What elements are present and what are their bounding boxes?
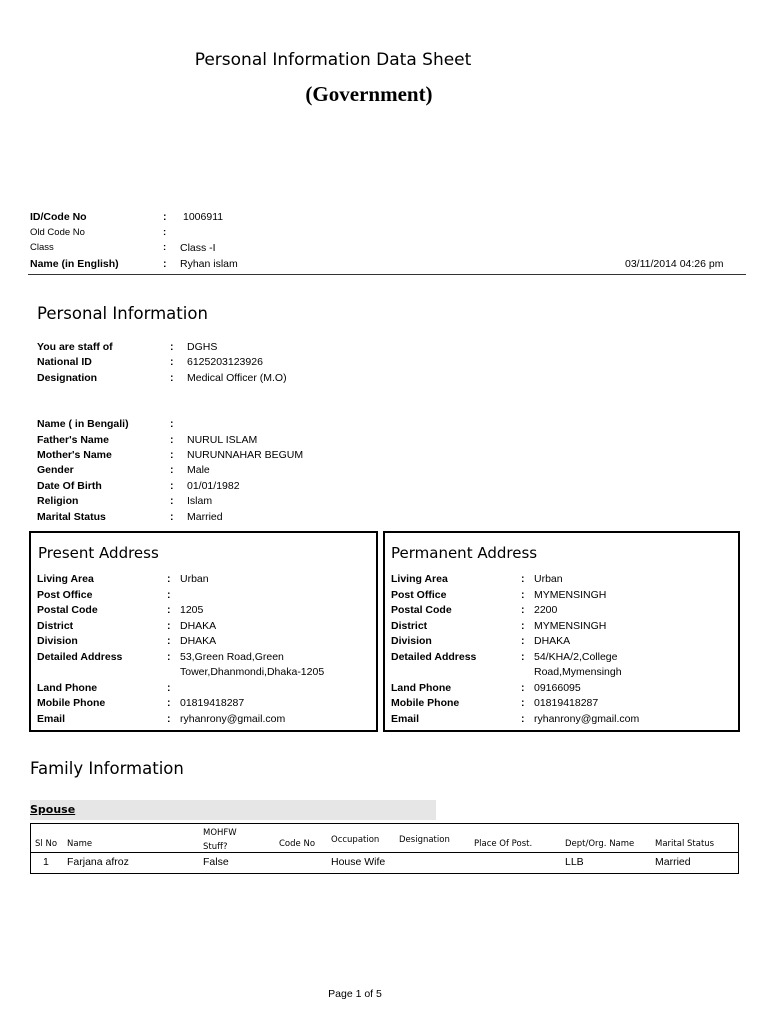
field-value: 01819418287: [534, 697, 599, 709]
field-value: MYMENSINGH: [534, 620, 607, 632]
document-subtitle: (Government): [305, 82, 433, 106]
col-header-marital: Marital Status: [655, 839, 715, 849]
colon: :: [167, 651, 171, 663]
spouse-table-header-divider: [31, 852, 738, 853]
colon: :: [167, 573, 171, 585]
col-header-occupation: Occupation: [331, 835, 380, 845]
cell-marital: Married: [655, 856, 691, 868]
field-value: Male: [187, 464, 210, 476]
field-value: DHAKA: [180, 635, 217, 647]
field-value: 2200: [534, 604, 558, 616]
field-value: Married: [187, 511, 223, 523]
field-value: ryhanrony@gmail.com: [534, 713, 640, 725]
colon: :: [163, 242, 167, 253]
field-label: Post Office: [391, 589, 447, 601]
field-label: Post Office: [37, 589, 93, 601]
field-value: 1205: [180, 604, 204, 616]
field-label: Name ( in Bengali): [37, 418, 129, 430]
field-label: Mobile Phone: [37, 697, 106, 709]
colon: :: [170, 356, 174, 368]
colon: :: [167, 713, 171, 725]
colon: :: [170, 464, 174, 476]
colon: :: [163, 258, 167, 270]
colon: :: [521, 589, 525, 601]
field-value: NURUL ISLAM: [187, 434, 258, 446]
field-value: 53,Green Road,Green: [180, 651, 284, 663]
id-value: 1006911: [183, 211, 224, 223]
colon: :: [521, 682, 525, 694]
field-label: Email: [37, 713, 66, 725]
family-info-heading: Family Information: [30, 759, 184, 778]
field-label: You are staff of: [37, 341, 113, 353]
cell-occupation: House Wife: [331, 856, 386, 868]
spouse-label: Spouse: [30, 803, 76, 816]
id-label: ID/Code No: [30, 211, 87, 223]
col-header-sl: Sl No: [35, 839, 58, 849]
cell-name: Farjana afroz: [67, 856, 129, 868]
field-value: 01/01/1982: [187, 480, 240, 492]
field-label: Mother's Name: [37, 449, 112, 461]
colon: :: [167, 620, 171, 632]
colon: :: [521, 713, 525, 725]
header-divider: [28, 274, 746, 275]
colon: :: [521, 651, 525, 663]
field-label: Date Of Birth: [37, 480, 102, 492]
field-label: Religion: [37, 495, 79, 507]
colon: :: [521, 604, 525, 616]
colon: :: [167, 604, 171, 616]
field-value-line2: Road,Mymensingh: [534, 666, 622, 678]
personal-info-heading: Personal Information: [37, 304, 208, 323]
field-label: National ID: [37, 356, 92, 368]
field-value: 54/KHA/2,College: [534, 651, 618, 663]
colon: :: [521, 697, 525, 709]
colon: :: [170, 511, 174, 523]
field-label: Mobile Phone: [391, 697, 460, 709]
colon: :: [167, 682, 171, 694]
old-code-label: Old Code No: [30, 227, 85, 238]
field-label: Living Area: [391, 573, 448, 585]
field-label: Detailed Address: [391, 651, 477, 663]
field-label: District: [391, 620, 428, 632]
col-header-name: Name: [67, 839, 93, 849]
spouse-bar: [30, 800, 436, 820]
col-header-dept: Dept/Org. Name: [565, 839, 635, 849]
field-label: Division: [391, 635, 432, 647]
document-title: Personal Information Data Sheet: [194, 50, 472, 70]
field-label: Postal Code: [391, 604, 452, 616]
field-value: DGHS: [187, 341, 218, 353]
field-label: Postal Code: [37, 604, 98, 616]
colon: :: [521, 635, 525, 647]
field-label: Gender: [37, 464, 74, 476]
col-header-designation: Designation: [399, 835, 450, 845]
field-value-line2: Tower,Dhanmondi,Dhaka-1205: [180, 666, 325, 678]
field-value: MYMENSINGH: [534, 589, 607, 601]
colon: :: [521, 573, 525, 585]
name-english-value: Ryhan islam: [180, 258, 238, 270]
field-label: District: [37, 620, 74, 632]
permanent-address-heading: Permanent Address: [391, 544, 538, 562]
colon: :: [167, 635, 171, 647]
field-value: Urban: [180, 573, 209, 585]
field-label: Detailed Address: [37, 651, 123, 663]
col-header-mohfw: MOHFW: [203, 828, 237, 838]
field-value: DHAKA: [534, 635, 571, 647]
colon: :: [170, 418, 174, 430]
field-value: 6125203123926: [187, 356, 263, 368]
field-value: Islam: [187, 495, 213, 507]
field-label: Designation: [37, 372, 98, 384]
field-value: NURUNNAHAR BEGUM: [187, 449, 304, 461]
colon: :: [170, 341, 174, 353]
field-label: Email: [391, 713, 420, 725]
field-label: Land Phone: [391, 682, 452, 694]
field-value: 09166095: [534, 682, 581, 694]
name-english-label: Name (in English): [30, 258, 119, 270]
colon: :: [167, 589, 171, 601]
colon: :: [521, 620, 525, 632]
field-label: Father's Name: [37, 434, 109, 446]
colon: :: [170, 434, 174, 446]
colon: :: [163, 227, 167, 238]
present-address-heading: Present Address: [38, 544, 159, 562]
field-label: Division: [37, 635, 78, 647]
class-value: Class -I: [180, 242, 216, 254]
field-label: Land Phone: [37, 682, 98, 694]
colon: :: [170, 372, 174, 384]
field-value: Medical Officer (M.O): [187, 372, 287, 384]
colon: :: [163, 211, 167, 223]
field-label: Marital Status: [37, 511, 106, 523]
field-value: ryhanrony@gmail.com: [180, 713, 286, 725]
print-timestamp: 03/11/2014 04:26 pm: [625, 258, 724, 270]
cell-mohfw: False: [203, 856, 229, 868]
field-label: Living Area: [37, 573, 94, 585]
col-header-code: Code No: [279, 839, 316, 849]
cell-sl: 1: [43, 856, 49, 868]
colon: :: [170, 449, 174, 461]
colon: :: [170, 480, 174, 492]
cell-dept: LLB: [565, 856, 584, 868]
class-label: Class: [30, 242, 54, 253]
field-value: DHAKA: [180, 620, 217, 632]
col-header-place: Place Of Post.: [474, 839, 533, 849]
field-value: Urban: [534, 573, 563, 585]
page-number: Page 1 of 5: [328, 988, 382, 1000]
col-header-mohfw-line2: Stuff?: [203, 842, 228, 852]
colon: :: [170, 495, 174, 507]
field-value: 01819418287: [180, 697, 245, 709]
colon: :: [167, 697, 171, 709]
